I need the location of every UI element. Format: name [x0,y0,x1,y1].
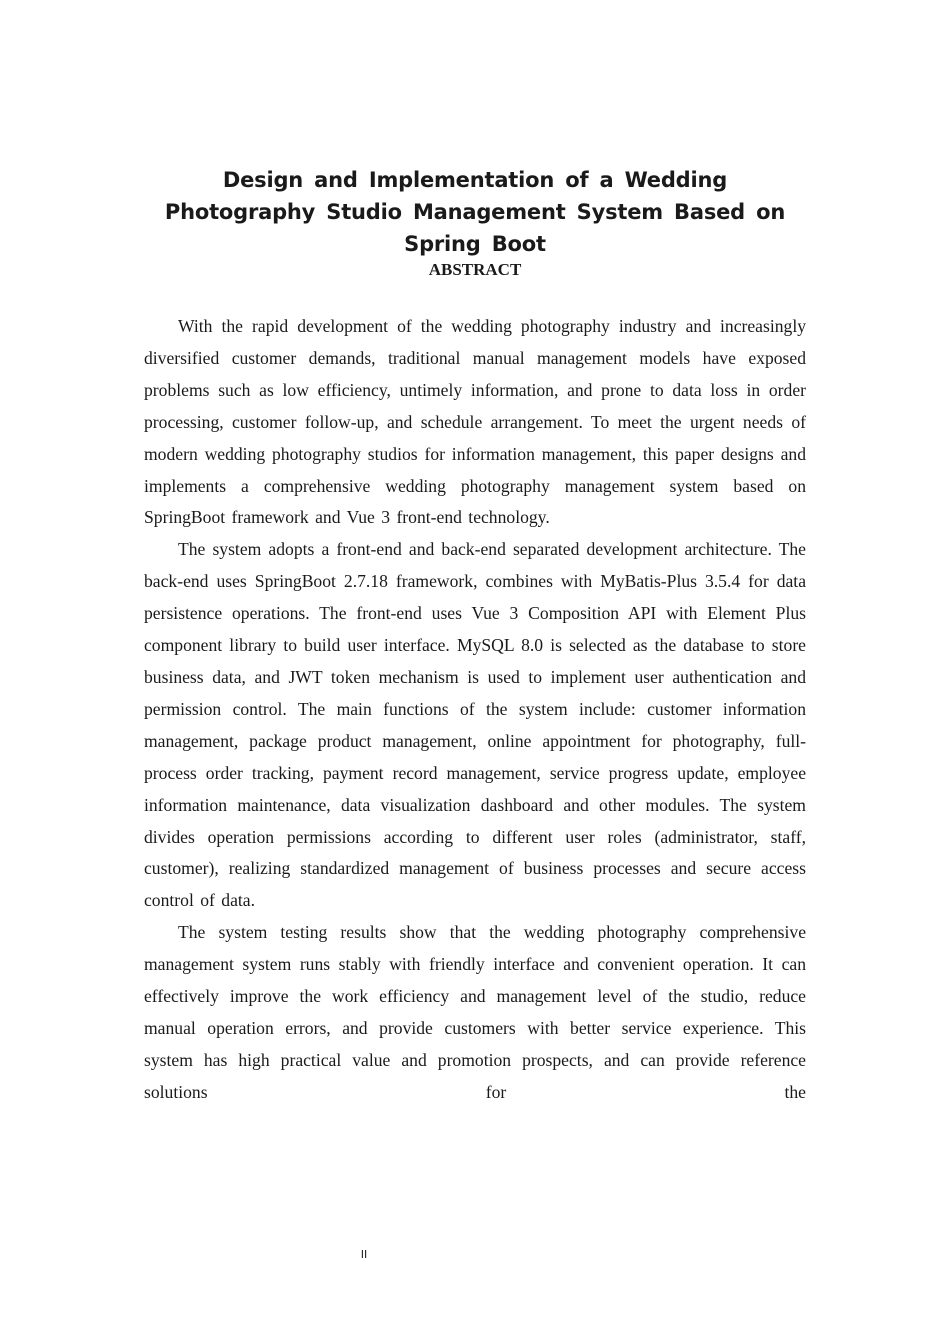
abstract-paragraph-3: The system testing results show that the wedding photography comprehensive management system runs stably with friendly interface and convenient operation. It can effectively improve the work efficiency and management level of the studio, reduce manual operation errors, and provide customers with better service experience. This system has high practical value and promotion prospects, and can provide reference solutions for the [144,922,806,1102]
abstract-paragraph-2: The system adopts a front-end and back-end separated development architecture. The back-end uses SpringBoot 2.7.18 framework, combines with MyBatis-Plus 3.5.4 for data persistence operations. The front-end uses Vue 3 Composition API with Element Plus component library to build user interface. MySQL 8.0 is selected as the database to store business data, and JWT token mechanism is used to implement user authentication and permission control. The main functions of the system include: customer information management, package product management, online appointment for photography, full-process order tracking, payment record management, service progress update, employee information maintenance, data visualization dashboard and other modules. The system divides operation permissions according to different user roles (administrator, staff, customer), realizing standardized management of business processes and secure access control of data. [144,539,806,911]
abstract-body [144,311,806,1109]
document-title: Design and Implementation of a Wedding Photography Studio Management System Based on Spring Boot [164,168,786,256]
abstract-heading: ABSTRACT [428,260,522,279]
page-number: II [360,1248,368,1261]
abstract-paragraph-1: With the rapid development of the wedding photography industry and increasingly diversified customer demands, traditional manual management models have exposed problems such as low efficiency, untimely information, and prone to data loss in order processing, customer follow-up, and schedule arrangement. To meet the urgent needs of modern wedding photography studios for information management, this paper designs and implements a comprehensive wedding photography management system based on SpringBoot framework and Vue 3 front-end technology. [144,316,806,528]
